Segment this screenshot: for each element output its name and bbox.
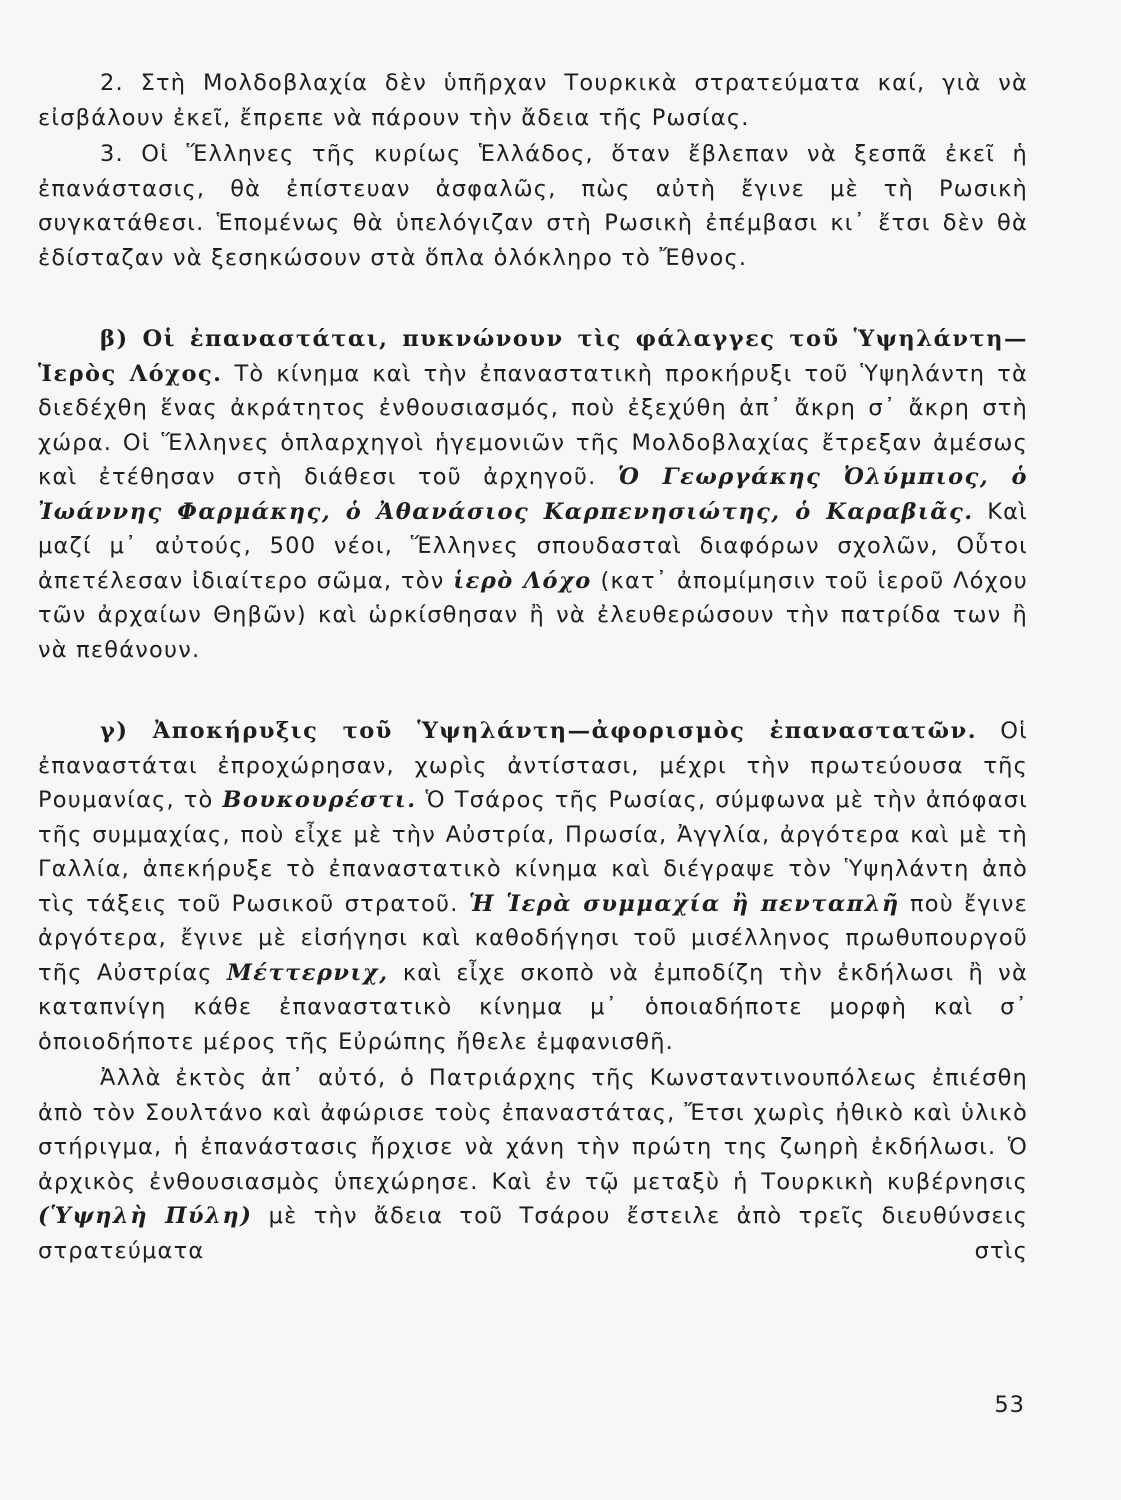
holy-alliance-term: Ἡ Ἱερὰ συμμαχία ἢ πενταπλῆ [468,890,900,917]
sublime-porte-term: (Ὑψηλὴ Πύλη) [38,1203,253,1229]
paragraph-text: Οἱ ἐπαναστάται ἐπροχώρησαν, χωρὶς ἀντίστασι, μέχρι τὴν πρωτεύουσα τῆς Ρουμανίας, τὸ [38,718,1029,813]
paragraph-text: ποὺ ἔγινε ἀργότερα, ἔγινε μὲ εἰσήγησι καὶ καθοδήγησι τοῦ μισέλληνος πρωθυπουργοῦ τῆς Αὐστρίας [38,890,1028,986]
paragraph-text: 3. Οἱ Ἕλληνες τῆς κυρίως Ἑλλάδος, ὅταν ἔβλεπαν νὰ ξεσπᾶ ἐκεῖ ἡ ἐπανάστασις, θὰ ἐπίστευαν ἀσφαλῶς, πὼς αὐτὴ ἔγινε μὲ τὴ Ρωσικὴ συγκατάθεσι. Ἑπομένως θὰ ὑπελόγιζαν στὴ Ρωσικὴ ἐπέμβασι κι᾿ ἔτσι δὲν θὰ ἐδίσταζαν νὰ ξεσηκώσουν στὰ ὅπλα ὁλόκληρο τὸ Ἔθνος. [38,141,1028,271]
paragraph-text: Ὁ Τσάρος τῆς Ρωσίας, σύμφωνα μὲ τὴν ἀπόφασι τῆς συμμαχίας, ποὺ εἶχε μὲ τὴν Αὐστρία, Πρωσία, Ἀγγλία, ἀργότερα καὶ μὲ τὴ Γαλλία, ἀπεκήρυξε τὸ ἐπαναστατικὸ κίνημα καὶ διέγραψε τὸν Ὑψηλάντη ἀπὸ τὶς τάξεις τοῦ Ρωσικοῦ στρατοῦ. [38,787,1028,917]
paragraph-text: μὲ τὴν ἄδεια τοῦ Τσάρου ἔστειλε ἀπὸ τρεῖς διευθύνσεις στρατεύματα στὶς [38,1203,1028,1264]
metternich-term: Μέττερνιχ, [226,959,389,986]
section-b-paragraph [38,322,1028,667]
leaders-names: Ὁ Γεωργάκης Ὀλύμπιος, ὁ Ἰωάννης Φαρμάκης, ὁ Ἀθανάσιος Καρπενησιώτης, ὁ Καραβιᾶς. [38,464,1028,525]
paragraph-point-3 [38,137,1028,275]
paragraph-text: Καὶ μαζί μ᾿ αὐτούς, 500 νέοι, Ἕλληνες σπουδασταὶ διαφόρων σχολῶν, Οὗτοι ἀπετέλεσαν ἰδιαίτερο σῶμα, τὸν [38,498,1028,594]
sacred-band-term: ἱερὸ Λόχο [453,567,592,594]
page-body [38,66,1028,1268]
page-number: 53 [994,1392,1025,1418]
paragraph-text: καὶ εἶχε σκοπὸ νὰ ἐμποδίζη τὴν ἐκδήλωσι ἢ νὰ καταπνίγη κάθε ἐπαναστατικὸ κίνημα μ᾿ ὁποιαδήποτε μορφὴ καὶ σ᾿ ὁποιοδήποτε μέρος τῆς Εὐρώπης ἤθελε ἐμφανισθῆ. [38,959,1028,1055]
paragraph-text: Τὸ κίνημα καὶ τὴν ἐπαναστατικὴ προκήρυξι τοῦ Ὑψηλάντη τὰ διεδέχθη ἕνας ἀκράτητος ἐνθουσιασμός, ποὺ ἐξεχύθη ἀπ᾿ ἄκρη σ᾿ ἄκρη στὴ χώρα. Οἱ Ἕλληνες ὁπλαρχηγοὶ ἡγεμονιῶν τῆς Μολδοβλαχίας ἔτρεξαν ἀμέσως καὶ ἐτέθησαν στὴ διάθεσι τοῦ ἀρχηγοῦ. [38,360,1028,490]
bucharest-term: Βουκουρέστι. [222,787,417,813]
patriarch-paragraph [38,1061,1028,1268]
section-b-heading: β) Οἱ ἐπαναστάται, πυκνώνουν τὶς φάλαγγες τοῦ Ὑψηλάντη— Ἱερὸς Λόχος. [38,326,1028,387]
paragraph-text: (κατ᾿ ἀπομίμησιν τοῦ ἱεροῦ Λόχου τῶν ἀρχαίων Θηβῶν) καὶ ὡρκίσθησαν ἢ νὰ ἐλευθερώσουν τὴν πατρίδα των ἢ νὰ πεθάνουν. [38,567,1029,663]
paragraph-point-2 [38,66,1028,135]
paragraph-text: 2. Στὴ Μολδοβλαχία δὲν ὑπῆρχαν Τουρκικὰ στρατεύματα καί, γιὰ νὰ εἰσβάλουν ἐκεῖ, ἔπρεπε νὰ πάρουν τὴν ἄδεια τῆς Ρωσίας. [38,70,1028,131]
paragraph-text: Ἀλλὰ ἐκτὸς ἀπ᾿ αὐτό, ὁ Πατριάρχης τῆς Κωνσταντινουπόλεως ἐπιέσθη ἀπὸ τὸν Σουλτάνο καὶ ἀφώρισε τοὺς ἐπαναστάτας, Ἔτσι χωρὶς ἠθικὸ καὶ ὑλικὸ στήριγμα, ἡ ἐπανάστασις ἤρχισε νὰ χάνη τὴν πρώτη της ζωηρὴ ἐκδήλωσι. Ὁ ἀρχικὸς ἐνθουσιασμὸς ὑπεχώρησε. Καὶ ἐν τῷ μεταξὺ ἡ Τουρκικὴ κυβέρνησις [38,1065,1028,1195]
section-c-heading: γ) Ἀποκήρυξις τοῦ Ὑψηλάντη—ἀφορισμὸς ἐπαναστατῶν. [100,718,978,744]
section-c-paragraph [38,714,1028,1059]
